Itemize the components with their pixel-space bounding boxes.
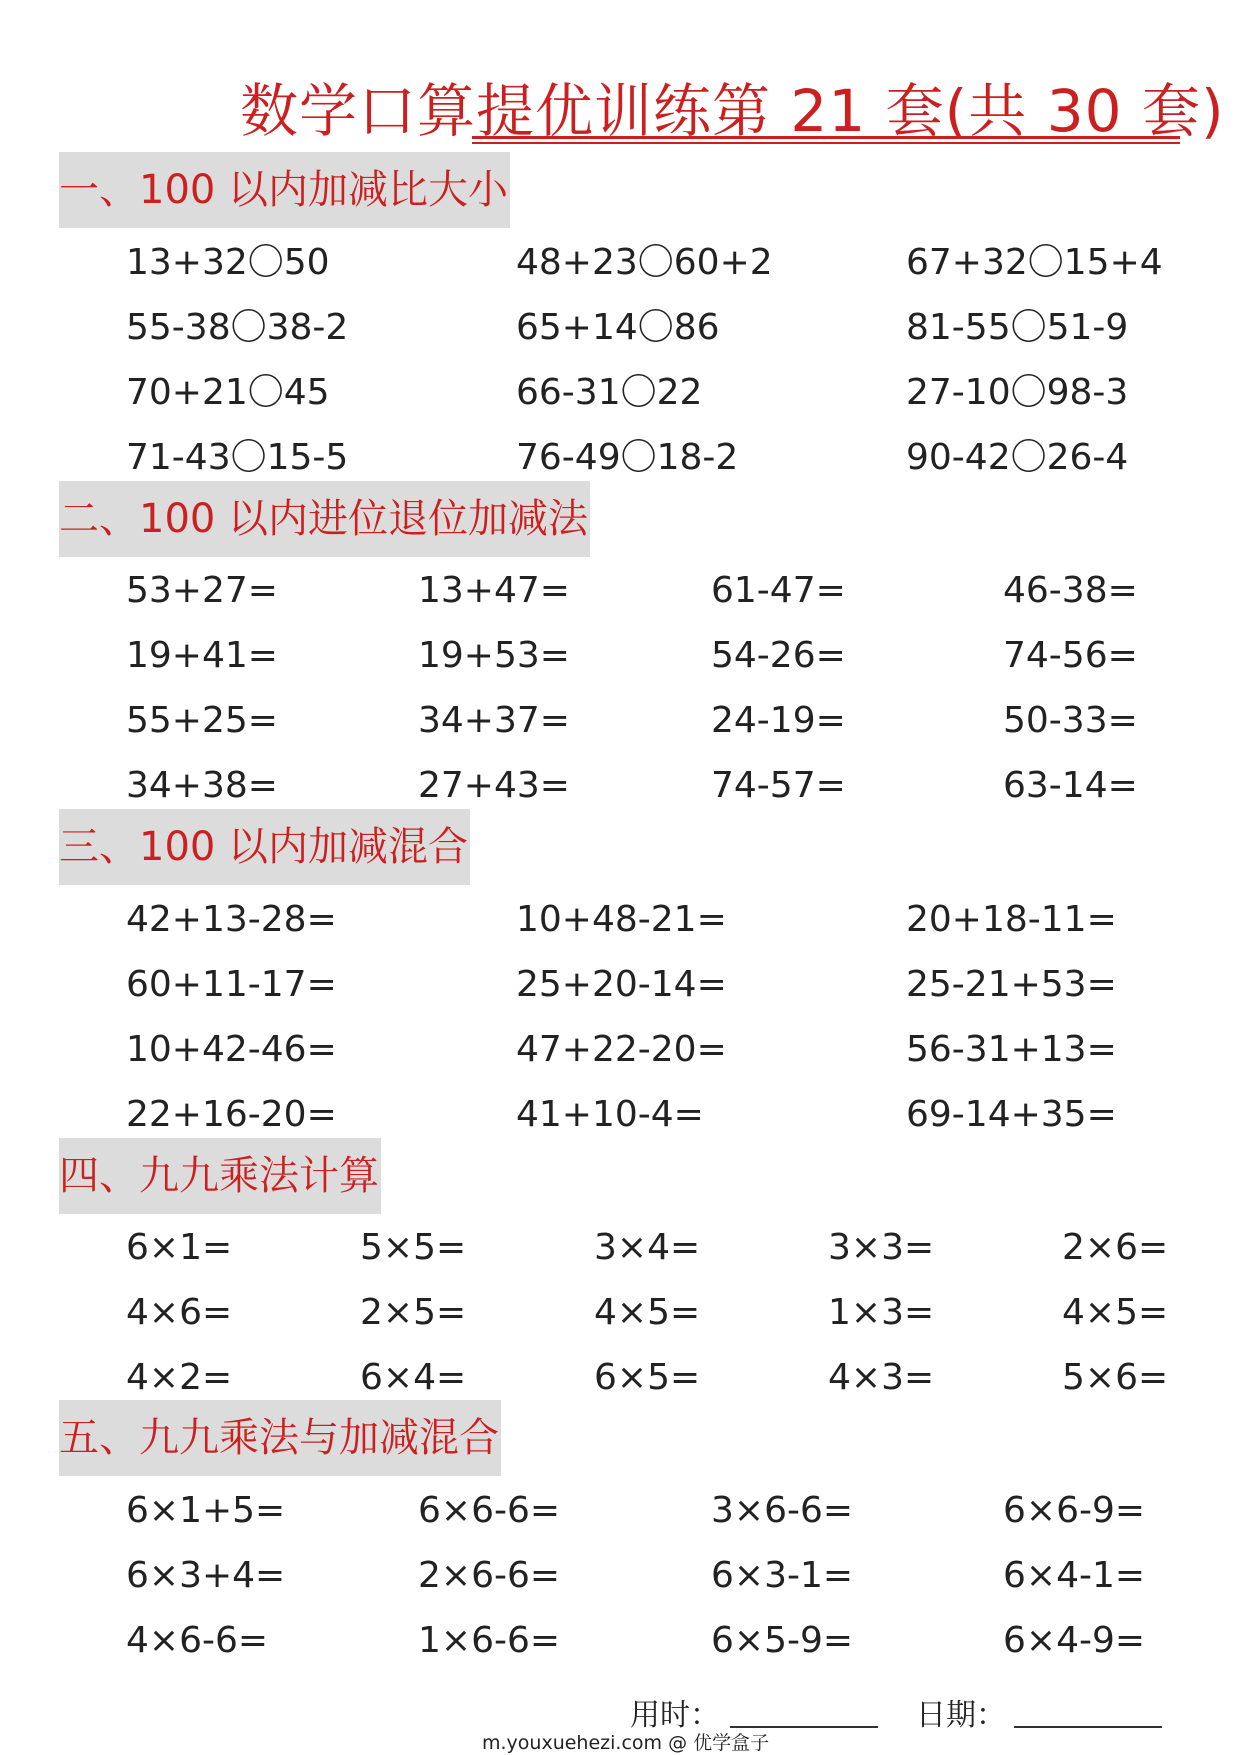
problem: 19+41= <box>126 635 278 676</box>
problem: 13+32〇50 <box>126 242 330 283</box>
problem: 90-42〇26-4 <box>906 437 1129 478</box>
problem: 19+53= <box>418 635 570 676</box>
problem: 4×6= <box>126 1292 233 1333</box>
problem: 46-38= <box>1003 570 1138 611</box>
problem-row <box>0 1025 1240 1075</box>
problem-row <box>0 761 1240 811</box>
problem: 81-55〇51-9 <box>906 307 1129 348</box>
problem: 20+18-11= <box>906 899 1117 940</box>
problem: 3×3= <box>828 1227 935 1268</box>
problem: 76-49〇18-2 <box>516 437 739 478</box>
problem-row <box>0 1223 1240 1273</box>
problem: 66-31〇22 <box>516 372 703 413</box>
problem: 3×4= <box>594 1227 701 1268</box>
problem: 6×4= <box>360 1357 467 1398</box>
problem: 5×5= <box>360 1227 467 1268</box>
problem: 60+11-17= <box>126 964 337 1005</box>
problem: 6×1+5= <box>126 1490 286 1531</box>
time-label: 用时： <box>630 1698 720 1733</box>
problem: 70+21〇45 <box>126 372 330 413</box>
problem: 47+22-20= <box>516 1029 727 1070</box>
problem: 6×6-6= <box>418 1490 561 1531</box>
problem: 3×6-6= <box>711 1490 854 1531</box>
problem-row <box>0 238 1240 288</box>
page-title: 数学口算提优训练第 21 套(共 30 套) <box>240 77 1225 145</box>
problem: 41+10-4= <box>516 1094 704 1135</box>
problem: 4×5= <box>594 1292 701 1333</box>
problem-row <box>0 1616 1240 1666</box>
section-heading-1: 一、100 以内加减比大小 <box>59 152 510 228</box>
problem: 34+38= <box>126 765 278 806</box>
problem: 4×6-6= <box>126 1620 269 1661</box>
problem: 1×6-6= <box>418 1620 561 1661</box>
problem: 10+48-21= <box>516 899 727 940</box>
section-heading-5: 五、九九乘法与加减混合 <box>59 1400 501 1476</box>
problem: 42+13-28= <box>126 899 337 940</box>
problem: 4×2= <box>126 1357 233 1398</box>
section-heading-3: 三、100 以内加减混合 <box>59 809 470 885</box>
problem: 50-33= <box>1003 700 1138 741</box>
problem: 6×6-9= <box>1003 1490 1146 1531</box>
section-heading-4: 四、九九乘法计算 <box>59 1138 381 1214</box>
problem: 65+14〇86 <box>516 307 720 348</box>
problem: 48+23〇60+2 <box>516 242 773 283</box>
problem-row <box>0 1486 1240 1536</box>
problem: 27-10〇98-3 <box>906 372 1129 413</box>
section-heading-2: 二、100 以内进位退位加减法 <box>59 481 590 557</box>
problem: 25+20-14= <box>516 964 727 1005</box>
problem: 27+43= <box>418 765 570 806</box>
title-underline-second <box>472 142 1180 144</box>
problem: 6×4-1= <box>1003 1555 1146 1596</box>
problem: 24-19= <box>711 700 846 741</box>
problem: 69-14+35= <box>906 1094 1117 1135</box>
problem: 6×1= <box>126 1227 233 1268</box>
problem-row <box>0 1551 1240 1601</box>
problem-row <box>0 696 1240 746</box>
problem: 22+16-20= <box>126 1094 337 1135</box>
problem: 6×3-1= <box>711 1555 854 1596</box>
problem: 74-57= <box>711 765 846 806</box>
problem: 6×5-9= <box>711 1620 854 1661</box>
problem: 5×6= <box>1062 1357 1169 1398</box>
problem-row <box>0 895 1240 945</box>
problem-row <box>0 303 1240 353</box>
problem: 54-26= <box>711 635 846 676</box>
problem: 2×6= <box>1062 1227 1169 1268</box>
watermark: m.youxuehezi.com @ 优学盒子 <box>482 1732 770 1754</box>
problem-row <box>0 433 1240 483</box>
problem: 63-14= <box>1003 765 1138 806</box>
problem: 61-47= <box>711 570 846 611</box>
problem: 74-56= <box>1003 635 1138 676</box>
problem: 4×3= <box>828 1357 935 1398</box>
problem: 13+47= <box>418 570 570 611</box>
title-underline <box>472 136 1180 139</box>
problem-row <box>0 960 1240 1010</box>
problem-row <box>0 566 1240 616</box>
problem: 56-31+13= <box>906 1029 1117 1070</box>
problem: 53+27= <box>126 570 278 611</box>
date-blank[interactable] <box>1014 1726 1162 1728</box>
problem: 6×5= <box>594 1357 701 1398</box>
problem: 2×6-6= <box>418 1555 561 1596</box>
problem-row <box>0 1090 1240 1140</box>
problem: 10+42-46= <box>126 1029 337 1070</box>
problem: 71-43〇15-5 <box>126 437 349 478</box>
problem: 67+32〇15+4 <box>906 242 1163 283</box>
problem: 1×3= <box>828 1292 935 1333</box>
problem-row <box>0 1288 1240 1338</box>
problem: 34+37= <box>418 700 570 741</box>
problem: 55+25= <box>126 700 278 741</box>
problem: 25-21+53= <box>906 964 1117 1005</box>
problem-row <box>0 1353 1240 1403</box>
date-label: 日期： <box>916 1698 1006 1733</box>
problem: 6×4-9= <box>1003 1620 1146 1661</box>
problem: 2×5= <box>360 1292 467 1333</box>
problem: 4×5= <box>1062 1292 1169 1333</box>
problem: 6×3+4= <box>126 1555 286 1596</box>
problem-row <box>0 368 1240 418</box>
problem-row <box>0 631 1240 681</box>
problem: 55-38〇38-2 <box>126 307 349 348</box>
